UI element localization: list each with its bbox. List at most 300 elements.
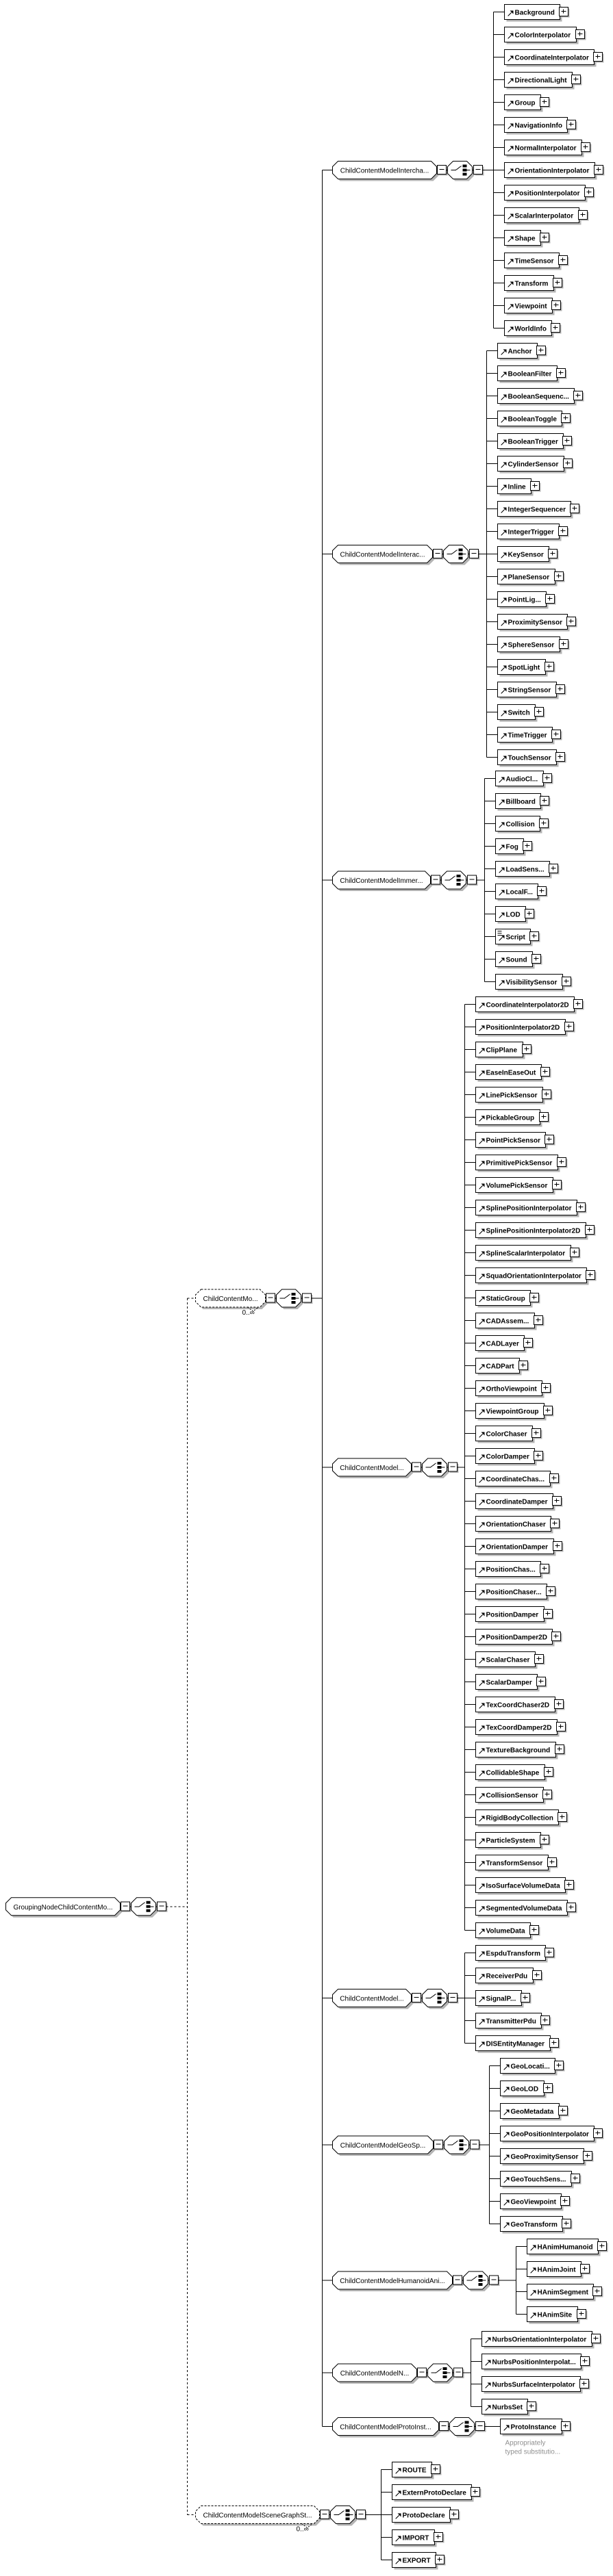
expand-button[interactable] <box>555 2061 565 2072</box>
expand-button[interactable] <box>549 550 559 560</box>
expand-button[interactable] <box>545 662 555 673</box>
element-box[interactable] <box>476 1381 552 1398</box>
expand-button[interactable] <box>530 932 540 942</box>
element-box[interactable] <box>505 276 564 293</box>
collapse-button[interactable] <box>418 2368 428 2378</box>
expand-button[interactable] <box>533 1971 543 1981</box>
element-label: PositionInterpolator <box>514 190 580 198</box>
expand-button[interactable] <box>540 1836 551 1846</box>
element-box[interactable] <box>476 1133 555 1150</box>
element-label: TimeTrigger <box>508 732 547 740</box>
element-label: Billboard <box>505 798 536 806</box>
expand-button[interactable] <box>537 1677 547 1688</box>
element-box[interactable] <box>505 231 551 248</box>
expand-button[interactable] <box>562 977 573 988</box>
collapse-button[interactable] <box>449 1463 459 1473</box>
collapse-button[interactable] <box>438 166 448 176</box>
element-box[interactable] <box>498 660 555 677</box>
collapse-button[interactable] <box>449 1994 459 2004</box>
element-box[interactable] <box>496 839 534 856</box>
expand-button[interactable] <box>562 2219 573 2230</box>
collapse-button[interactable] <box>431 875 442 886</box>
element-box[interactable] <box>476 1471 560 1489</box>
expand-button[interactable] <box>585 188 595 198</box>
expand-button[interactable] <box>434 2533 445 2543</box>
element-label: GeoLOD <box>510 2085 539 2094</box>
element-box[interactable] <box>505 50 604 67</box>
element-box[interactable] <box>392 2485 481 2502</box>
element-box[interactable] <box>505 95 551 112</box>
expand-button[interactable] <box>555 572 565 582</box>
element-box[interactable] <box>505 208 589 225</box>
group-node-label: ChildContentModel... <box>340 1465 404 1472</box>
schema-group-node[interactable] <box>333 2418 441 2438</box>
element-box[interactable] <box>498 637 570 654</box>
element-box[interactable] <box>392 2553 446 2570</box>
expand-button[interactable] <box>553 1497 563 1507</box>
element-label: ScalarInterpolator <box>514 212 574 220</box>
element-box[interactable] <box>496 771 553 788</box>
element-box[interactable] <box>498 682 566 699</box>
element-box[interactable] <box>476 1539 564 1556</box>
expand-button[interactable] <box>540 1564 551 1575</box>
choice-compositor-icon[interactable] <box>423 1458 449 1478</box>
expand-button[interactable] <box>521 1994 531 2004</box>
element-box[interactable] <box>476 1901 577 1918</box>
element-box[interactable] <box>392 2530 445 2547</box>
element-box[interactable] <box>527 2262 591 2279</box>
element-box[interactable] <box>482 2354 591 2371</box>
expand-button[interactable] <box>559 256 569 266</box>
element-box[interactable] <box>476 1358 529 1376</box>
expand-button[interactable] <box>562 2422 572 2432</box>
collapse-button[interactable] <box>468 875 478 886</box>
diagram-root-layer <box>6 5 608 2570</box>
choice-compositor-icon[interactable] <box>132 1898 158 1918</box>
element-box[interactable] <box>476 1065 551 1082</box>
expand-button[interactable] <box>436 2555 446 2566</box>
element-box[interactable] <box>476 1178 563 1195</box>
expand-button[interactable] <box>552 1632 562 1643</box>
expand-button[interactable] <box>547 1587 557 1597</box>
element-box[interactable] <box>482 2332 602 2349</box>
element-label: SignalP... <box>486 1995 516 2003</box>
element-label: TransmitterPdu <box>486 2018 536 2026</box>
element-box[interactable] <box>505 298 562 315</box>
element-box[interactable] <box>498 344 547 361</box>
element-box[interactable] <box>496 862 560 879</box>
expand-button[interactable] <box>555 1745 566 1755</box>
element-box[interactable] <box>476 1697 565 1714</box>
element-box[interactable] <box>476 1991 531 2008</box>
element-box[interactable] <box>476 1607 554 1624</box>
expand-button[interactable] <box>532 955 542 965</box>
element-label: Anchor <box>508 348 532 356</box>
schema-group-node[interactable] <box>333 1458 414 1478</box>
expand-button[interactable] <box>586 1226 596 1236</box>
expand-button[interactable] <box>560 640 570 650</box>
expand-button[interactable] <box>541 2016 551 2026</box>
expand-button[interactable] <box>571 1248 581 1259</box>
element-box[interactable] <box>501 2172 581 2189</box>
element-box[interactable] <box>476 1087 553 1105</box>
element-box[interactable] <box>476 1788 553 1805</box>
expand-button[interactable] <box>542 1090 553 1100</box>
element-box[interactable] <box>498 615 577 632</box>
element-box[interactable] <box>476 1020 575 1037</box>
expand-button[interactable] <box>579 211 589 221</box>
collapse-button[interactable] <box>490 2276 500 2286</box>
element-box[interactable] <box>498 479 541 496</box>
element-box[interactable] <box>501 2081 554 2098</box>
element-box[interactable] <box>496 816 550 834</box>
element-box[interactable] <box>476 1833 551 1850</box>
expand-button[interactable] <box>555 1700 565 1710</box>
element-box[interactable] <box>476 1584 557 1601</box>
expand-button[interactable] <box>534 1316 545 1326</box>
element-box[interactable] <box>498 456 574 474</box>
element-label: CollisionSensor <box>486 1792 538 1800</box>
expand-button[interactable] <box>571 504 581 515</box>
expand-button[interactable] <box>544 1406 554 1417</box>
expand-button[interactable] <box>567 617 577 628</box>
expand-button[interactable] <box>548 1858 558 1868</box>
expand-button[interactable] <box>553 279 564 289</box>
choice-glyph-item <box>443 2375 447 2378</box>
element-box[interactable] <box>476 1855 558 1872</box>
element-box[interactable] <box>501 2419 572 2456</box>
expand-button[interactable] <box>581 2357 591 2367</box>
expand-button[interactable] <box>553 1542 564 1552</box>
element-box[interactable] <box>498 434 573 451</box>
element-box[interactable] <box>476 1336 534 1353</box>
schema-group-node[interactable] <box>333 2136 436 2156</box>
expand-button[interactable] <box>553 1181 563 1191</box>
element-box[interactable] <box>476 1494 563 1511</box>
element-label: EXPORT <box>402 2557 431 2565</box>
collapse-button[interactable] <box>412 1463 423 1473</box>
element-box[interactable] <box>505 253 569 270</box>
collapse-button[interactable] <box>470 550 480 560</box>
element-box[interactable] <box>505 5 570 22</box>
expand-button[interactable] <box>537 346 547 357</box>
choice-compositor-icon[interactable] <box>442 871 468 891</box>
element-box[interactable] <box>505 321 562 338</box>
element-label: NormalInterpolator <box>514 144 577 153</box>
expand-button[interactable] <box>450 2510 460 2521</box>
expand-button[interactable] <box>581 2265 591 2275</box>
element-box[interactable] <box>501 2217 573 2234</box>
expand-button[interactable] <box>540 233 551 244</box>
expand-button[interactable] <box>563 437 573 447</box>
element-label: PointPickSensor <box>486 1137 540 1145</box>
expand-button[interactable] <box>559 2107 569 2117</box>
expand-button[interactable] <box>595 166 605 176</box>
expand-button[interactable] <box>546 595 556 605</box>
expand-button[interactable] <box>584 2152 594 2162</box>
schema-group-node[interactable] <box>333 545 435 565</box>
collapse-button[interactable] <box>476 2422 486 2432</box>
element-box[interactable] <box>501 2059 565 2076</box>
element-label: CoordinateInterpolator2D <box>486 1001 569 1009</box>
element-label: NurbsPositionInterpolat... <box>492 2358 576 2367</box>
expand-button[interactable] <box>545 1135 555 1146</box>
element-box[interactable] <box>505 73 582 90</box>
expand-button[interactable] <box>565 1022 575 1033</box>
expand-button[interactable] <box>556 685 566 695</box>
choice-compositor-icon[interactable] <box>444 545 471 565</box>
expand-button[interactable] <box>594 2129 604 2139</box>
element-box[interactable] <box>476 1449 545 1466</box>
expand-button[interactable] <box>544 1610 554 1620</box>
element-box[interactable] <box>505 118 577 135</box>
element-label: SplineScalarInterpolator <box>486 1250 566 1258</box>
element-box[interactable] <box>476 1223 596 1240</box>
expand-button[interactable] <box>551 1519 561 1530</box>
expand-button[interactable] <box>543 774 553 784</box>
element-box[interactable] <box>482 2377 590 2394</box>
collapse-button[interactable] <box>158 1902 168 1912</box>
element-box[interactable] <box>476 2013 551 2031</box>
expand-button[interactable] <box>574 391 584 402</box>
element-box[interactable] <box>476 1291 540 1308</box>
collapse-button[interactable] <box>474 166 484 176</box>
expand-button[interactable] <box>550 2039 560 2049</box>
expand-button[interactable] <box>580 2380 590 2390</box>
choice-compositor-icon[interactable] <box>464 2271 490 2291</box>
element-box[interactable] <box>498 502 581 519</box>
element-box[interactable] <box>476 1155 568 1172</box>
expand-button[interactable] <box>543 1790 553 1801</box>
element-box[interactable] <box>505 185 595 203</box>
schema-group-node[interactable] <box>333 162 439 181</box>
expand-button[interactable] <box>540 819 550 829</box>
element-box[interactable] <box>501 2104 569 2121</box>
element-box[interactable] <box>476 1426 542 1443</box>
expand-button[interactable] <box>535 1655 545 1665</box>
expand-button[interactable] <box>567 1903 577 1914</box>
choice-compositor-icon[interactable] <box>277 1289 303 1309</box>
schema-group-node[interactable] <box>333 2364 419 2384</box>
schema-group-node[interactable] <box>333 2271 455 2291</box>
expand-button[interactable] <box>532 1429 542 1439</box>
element-box[interactable] <box>476 1765 555 1782</box>
expand-button[interactable] <box>538 887 548 897</box>
element-box[interactable] <box>476 1810 568 1827</box>
scene-graph-structure-node[interactable] <box>196 2506 322 2534</box>
expand-button[interactable] <box>574 1000 584 1010</box>
element-label: NavigationInfo <box>514 122 562 130</box>
element-box[interactable] <box>476 1042 533 1059</box>
expand-button[interactable] <box>544 2084 554 2094</box>
expand-button[interactable] <box>577 2310 588 2320</box>
element-box[interactable] <box>392 2508 460 2525</box>
collapse-button[interactable] <box>440 2422 450 2432</box>
expand-button[interactable] <box>519 1361 529 1371</box>
root-group-node[interactable] <box>6 1898 123 1918</box>
expand-button[interactable] <box>540 98 551 108</box>
element-box[interactable] <box>498 705 545 722</box>
occurrence-label: 0..∞ <box>296 2525 309 2534</box>
expand-button[interactable] <box>549 864 560 875</box>
element-box[interactable] <box>498 547 559 564</box>
expand-button[interactable] <box>471 2488 481 2498</box>
choice-compositor-icon[interactable] <box>448 162 475 181</box>
collapse-button[interactable] <box>412 1994 423 2004</box>
element-box[interactable] <box>498 389 584 406</box>
expand-button[interactable] <box>530 1293 540 1304</box>
expand-button[interactable] <box>523 1045 533 1055</box>
expand-button[interactable] <box>525 910 536 920</box>
collapse-button[interactable] <box>471 2140 481 2150</box>
element-box[interactable] <box>476 1630 562 1647</box>
collapse-button[interactable] <box>357 2510 367 2521</box>
element-box[interactable] <box>498 569 565 587</box>
expand-button[interactable] <box>564 459 574 469</box>
expand-button[interactable] <box>594 53 604 63</box>
schema-group-node[interactable] <box>333 871 433 891</box>
element-box[interactable] <box>476 2036 560 2053</box>
element-box[interactable] <box>498 411 572 428</box>
expand-button[interactable] <box>593 2287 603 2297</box>
element-box[interactable] <box>476 1946 555 1963</box>
element-box[interactable] <box>476 1517 561 1534</box>
expand-button[interactable] <box>558 1813 568 1823</box>
choice-compositor-icon[interactable] <box>423 1989 449 2009</box>
collapse-button[interactable] <box>454 2368 464 2378</box>
element-box[interactable] <box>496 907 536 924</box>
expand-button[interactable] <box>557 1723 567 1733</box>
element-box[interactable] <box>498 366 567 383</box>
element-box[interactable] <box>476 1675 547 1692</box>
element-box[interactable] <box>505 163 605 180</box>
expand-button[interactable] <box>541 1068 551 1078</box>
element-box[interactable] <box>527 2307 588 2324</box>
expand-button[interactable] <box>523 842 534 852</box>
element-box[interactable] <box>476 1200 587 1218</box>
element-label: TimeSensor <box>514 257 554 266</box>
expand-button[interactable] <box>552 301 562 311</box>
child-content-model-node[interactable] <box>196 1289 268 1317</box>
choice-compositor-icon[interactable] <box>450 2418 477 2438</box>
schema-group-node[interactable] <box>333 1989 414 2009</box>
element-box[interactable] <box>476 1878 575 1895</box>
element-box[interactable] <box>476 1968 543 1985</box>
element-box[interactable] <box>476 1246 581 1263</box>
element-box[interactable] <box>476 1720 567 1737</box>
element-box[interactable] <box>496 975 573 992</box>
expand-button[interactable] <box>572 75 582 86</box>
element-box[interactable] <box>476 1923 540 1940</box>
expand-button[interactable] <box>576 30 586 40</box>
expand-button[interactable] <box>540 797 551 807</box>
expand-button[interactable] <box>524 1339 534 1349</box>
expand-button[interactable] <box>542 1384 552 1394</box>
collapse-button[interactable] <box>266 1293 277 1304</box>
element-box[interactable] <box>496 884 548 901</box>
element-box[interactable] <box>476 1652 545 1669</box>
element-box[interactable] <box>496 952 542 969</box>
expand-button[interactable] <box>540 1113 550 1123</box>
element-box[interactable] <box>505 27 586 44</box>
expand-button[interactable] <box>530 1926 540 1936</box>
expand-button[interactable] <box>550 1474 560 1484</box>
expand-button[interactable] <box>567 120 577 131</box>
element-label: ParticleSystem <box>486 1837 536 1845</box>
element-box[interactable] <box>476 1313 545 1330</box>
expand-button[interactable] <box>558 1158 568 1168</box>
expand-button[interactable] <box>562 414 572 424</box>
element-box[interactable] <box>476 1110 550 1127</box>
expand-button[interactable] <box>571 2174 581 2185</box>
collapse-button[interactable] <box>434 550 444 560</box>
choice-compositor-icon[interactable] <box>445 2136 471 2156</box>
element-box[interactable] <box>392 2462 442 2480</box>
element-box[interactable] <box>498 524 569 541</box>
element-box[interactable] <box>476 1562 551 1579</box>
element-label: HAnimSite <box>537 2311 573 2319</box>
expand-button[interactable] <box>577 1203 587 1213</box>
element-box[interactable] <box>501 2194 571 2211</box>
element-box[interactable] <box>498 750 566 767</box>
expand-button[interactable] <box>592 2334 602 2345</box>
expand-button[interactable] <box>551 324 562 334</box>
expand-button[interactable] <box>534 1452 545 1462</box>
expand-button[interactable] <box>552 730 562 740</box>
element-box[interactable] <box>527 2239 608 2256</box>
element-label: Background <box>514 9 555 17</box>
collapse-button[interactable] <box>303 1293 313 1304</box>
collapse-button[interactable] <box>321 2510 331 2521</box>
element-label: SphereSensor <box>508 641 555 649</box>
expand-button[interactable] <box>565 1881 575 1891</box>
element-box[interactable] <box>527 2284 603 2302</box>
element-label: KeySensor <box>508 551 544 559</box>
element-box[interactable] <box>476 1268 597 1285</box>
expand-button[interactable] <box>527 2402 538 2412</box>
expand-button[interactable] <box>545 1768 555 1778</box>
expand-button[interactable] <box>581 143 592 153</box>
expand-button[interactable] <box>559 527 569 537</box>
expand-button[interactable] <box>586 1271 597 1281</box>
expand-button[interactable] <box>557 369 567 379</box>
expand-button[interactable] <box>560 8 570 18</box>
element-box[interactable] <box>498 727 562 745</box>
element-box[interactable] <box>476 1742 566 1760</box>
expand-button[interactable] <box>531 482 541 492</box>
element-box[interactable] <box>476 1404 554 1421</box>
expand-button[interactable] <box>545 1948 555 1959</box>
choice-compositor-icon[interactable] <box>428 2364 455 2384</box>
collapse-button[interactable] <box>434 2140 445 2150</box>
element-box[interactable] <box>482 2399 538 2417</box>
element-box[interactable] <box>496 929 540 946</box>
element-box[interactable] <box>496 794 551 811</box>
expand-button[interactable] <box>556 753 566 763</box>
element-box[interactable] <box>501 2149 594 2166</box>
expand-button[interactable] <box>561 2197 571 2207</box>
expand-button[interactable] <box>431 2465 442 2475</box>
element-box[interactable] <box>501 2126 604 2143</box>
element-box[interactable] <box>505 140 592 157</box>
expand-button[interactable] <box>598 2242 608 2252</box>
element-box[interactable] <box>476 997 584 1014</box>
collapse-button[interactable] <box>453 2276 464 2286</box>
choice-compositor-icon[interactable] <box>331 2506 358 2526</box>
element-box[interactable] <box>498 592 556 609</box>
collapse-button[interactable] <box>121 1902 132 1912</box>
expand-button[interactable] <box>535 708 545 718</box>
